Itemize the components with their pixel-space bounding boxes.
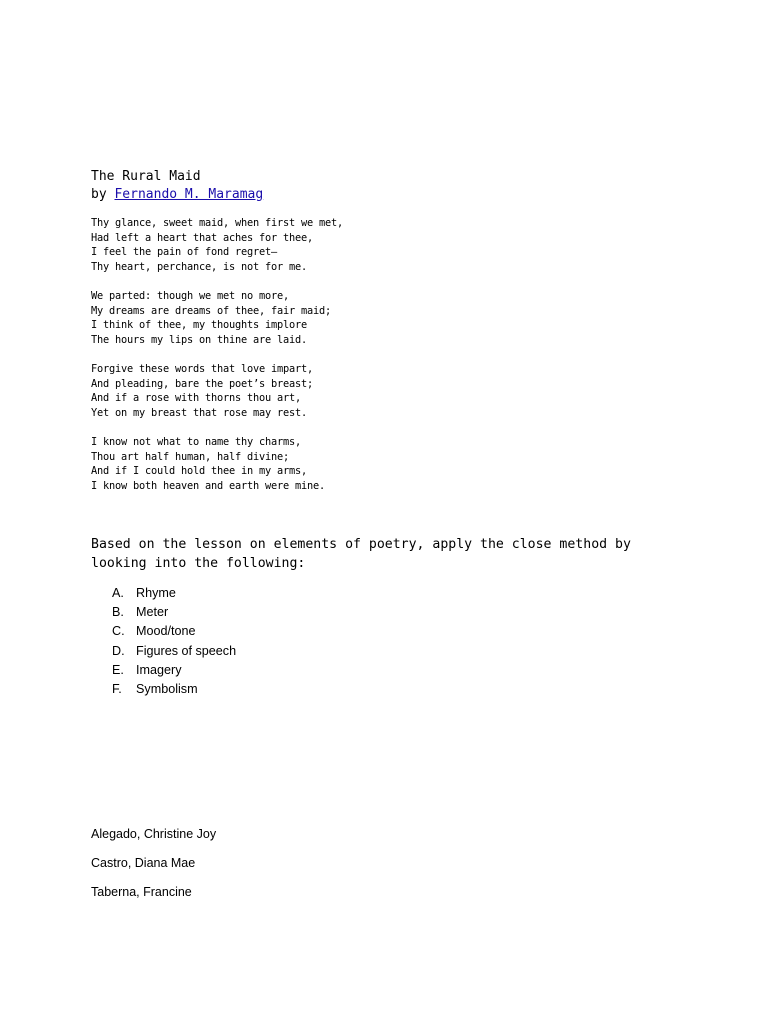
- list-marker: C.: [112, 624, 125, 639]
- stanza-1: [91, 216, 343, 274]
- list-item-label: Rhyme: [136, 586, 176, 600]
- poem-line: My dreams are dreams of thee, fair maid;: [91, 304, 331, 317]
- student-name: Alegado, Christine Joy: [91, 827, 217, 841]
- list-marker: B.: [112, 605, 124, 620]
- list-item-label: Imagery: [136, 662, 182, 677]
- list-item-label: Symbolism: [136, 682, 198, 697]
- poem-header: [91, 168, 263, 204]
- list-item: [112, 603, 236, 622]
- poem-line: I feel the pain of fond regret—: [91, 246, 277, 259]
- poem-line: And if I could hold thee in my arms,: [91, 465, 307, 478]
- list-item: [112, 642, 236, 661]
- student-names: [91, 825, 216, 912]
- poem-line: Thou art half human, half divine;: [91, 450, 289, 463]
- list-item-label: Mood/tone: [136, 624, 196, 639]
- poem-line: Thy glance, sweet maid, when first we met,: [91, 217, 343, 229]
- stanza-3: [91, 362, 343, 420]
- poem-line: And pleading, bare the poet’s breast;: [91, 377, 313, 390]
- poem-body: [91, 216, 343, 508]
- byline: [91, 186, 263, 204]
- poem-line: Had left a heart that aches for thee,: [91, 231, 313, 244]
- author-link[interactable]: Fernando M. Maramag: [114, 187, 264, 202]
- poem-line: Thy heart, perchance, is not for me.: [91, 260, 307, 273]
- student-name: Castro, Diana Mae: [91, 856, 196, 870]
- list-item: [112, 622, 236, 641]
- list-item-label: Figures of speech: [136, 643, 237, 658]
- poem-line: Forgive these words that love impart,: [91, 362, 313, 375]
- list-item: [112, 680, 236, 699]
- list-item-label: Meter: [136, 605, 169, 620]
- byline-prefix: by: [91, 187, 107, 202]
- assignment-prompt: Based on the lesson on elements of poetry, apply the close method by looking into the following:: [91, 537, 631, 571]
- elements-list: [112, 584, 236, 699]
- list-item: [112, 661, 236, 680]
- poem-line: The hours my lips on thine are laid.: [91, 333, 307, 346]
- poem-line: I know not what to name thy charms,: [91, 435, 301, 448]
- student-name: Taberna, Francine: [91, 885, 192, 899]
- list-item: [112, 584, 236, 603]
- list-marker: E.: [112, 662, 124, 677]
- poem-title: The Rural Maid: [91, 169, 201, 184]
- list-marker: D.: [112, 643, 125, 658]
- stanza-4: [91, 435, 343, 493]
- list-marker: F.: [112, 682, 122, 697]
- poem-line: We parted: though we met no more,: [91, 289, 289, 302]
- poem-line: I know both heaven and earth were mine.: [91, 479, 325, 492]
- list-marker: A.: [112, 586, 124, 600]
- poem-line: I think of thee, my thoughts implore: [91, 319, 307, 332]
- poem-line: And if a rose with thorns thou art,: [91, 392, 301, 405]
- poem-line: Yet on my breast that rose may rest.: [91, 406, 307, 419]
- stanza-2: [91, 289, 343, 347]
